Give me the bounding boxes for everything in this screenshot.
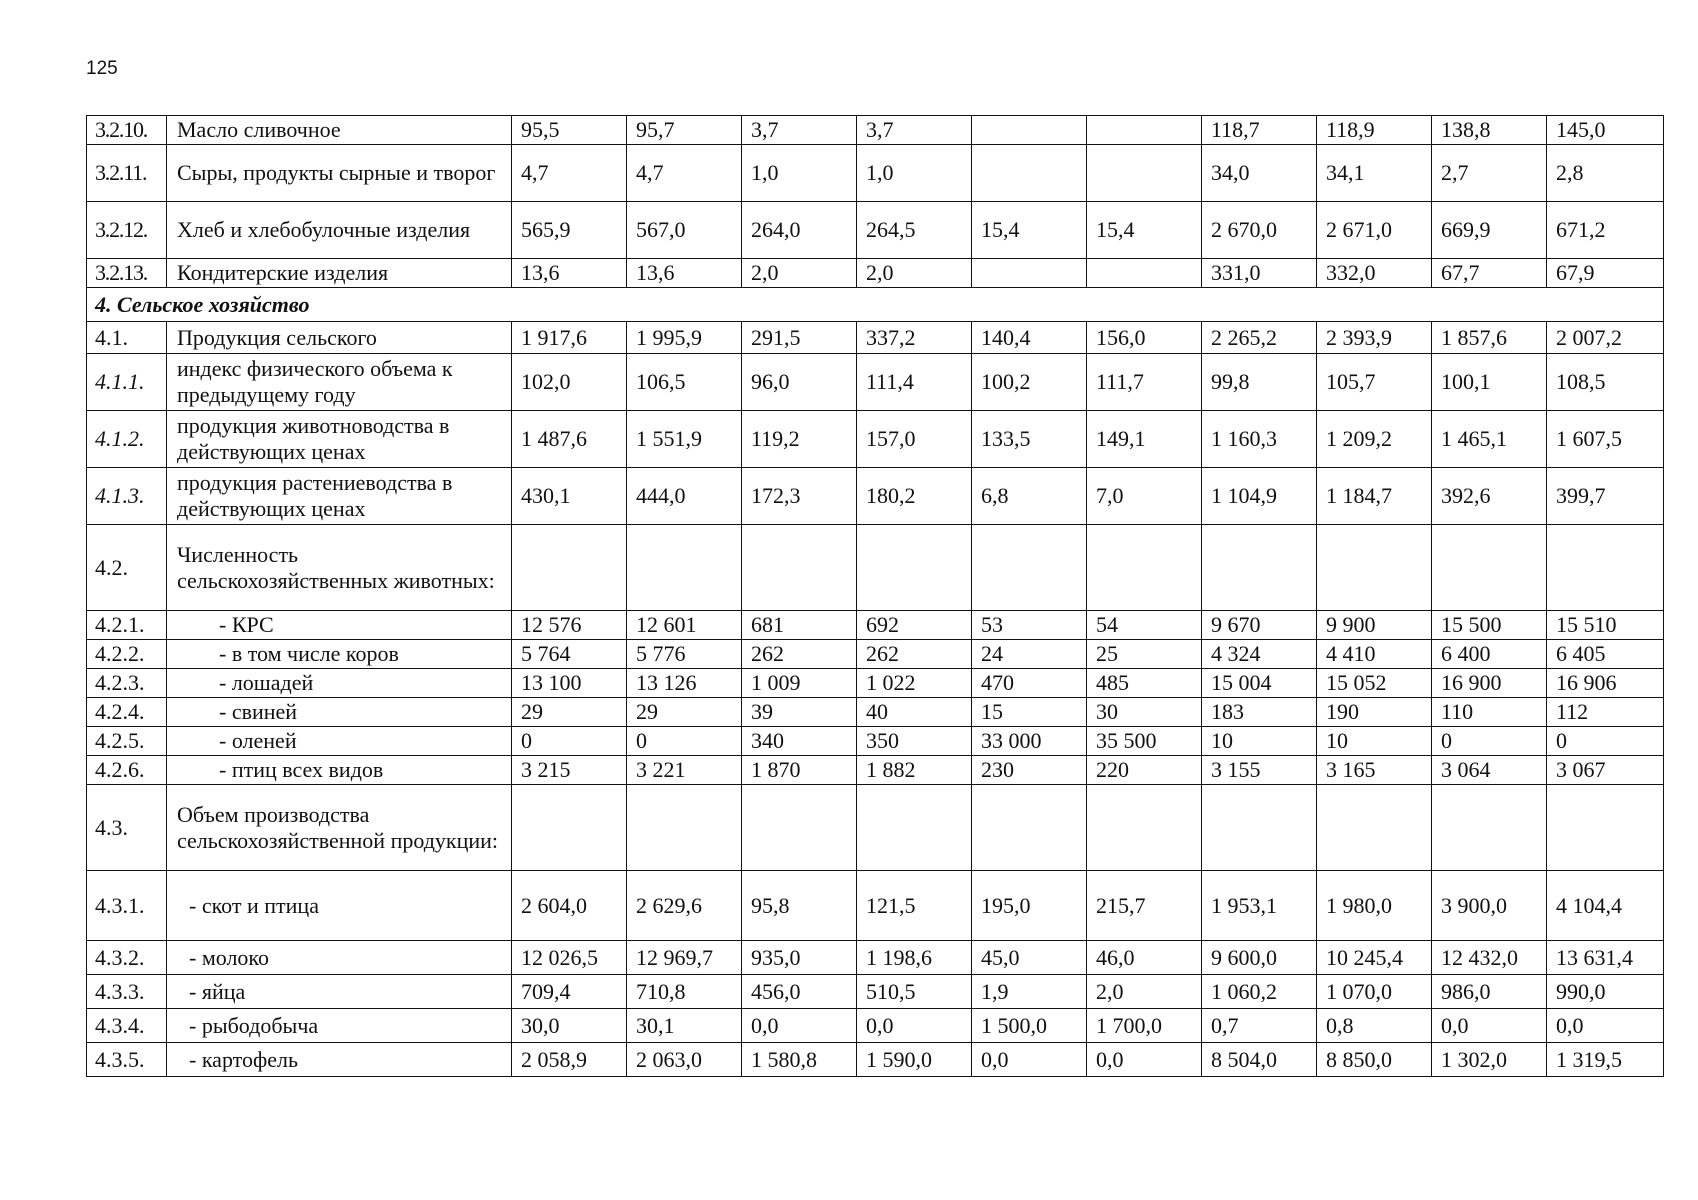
value-cell: 350 [857,727,972,756]
row-code: 4.2.4. [87,698,167,727]
row-code: 4.1.1. [87,354,167,411]
value-cell: 33 000 [972,727,1087,756]
row-code: 3.2.12. [87,202,167,259]
value-cell: 16 900 [1432,669,1547,698]
table-row [87,468,1664,525]
value-cell: 149,1 [1087,411,1202,468]
value-cell: 0,0 [742,1009,857,1043]
row-label: - птиц всех видов [167,756,512,785]
value-cell: 4,7 [512,145,627,202]
value-cell: 0 [627,727,742,756]
value-cell: 1 590,0 [857,1043,972,1077]
value-cell: 1 980,0 [1317,871,1432,941]
value-cell: 986,0 [1432,975,1547,1009]
row-code: 3.2.13. [87,259,167,288]
value-cell: 1 953,1 [1202,871,1317,941]
row-code: 4.1.3. [87,468,167,525]
value-cell: 6,8 [972,468,1087,525]
table-row [87,727,1664,756]
value-cell: 1 870 [742,756,857,785]
value-cell: 1 104,9 [1202,468,1317,525]
value-cell: 1 009 [742,669,857,698]
value-cell: 8 504,0 [1202,1043,1317,1077]
row-label: Сыры, продукты сырные и творог [167,145,512,202]
value-cell: 485 [1087,669,1202,698]
value-cell: 46,0 [1087,941,1202,975]
value-cell: 935,0 [742,941,857,975]
value-cell: 392,6 [1432,468,1547,525]
row-code: 4.3. [87,785,167,871]
value-cell: 30,0 [512,1009,627,1043]
row-code: 4.1. [87,322,167,354]
table-row [87,975,1664,1009]
value-cell [1547,785,1664,871]
value-cell: 118,9 [1317,116,1432,145]
value-cell: 2 058,9 [512,1043,627,1077]
value-cell: 100,2 [972,354,1087,411]
row-label: - скот и птица [167,871,512,941]
value-cell: 0,7 [1202,1009,1317,1043]
value-cell: 1,9 [972,975,1087,1009]
value-cell: 3 165 [1317,756,1432,785]
value-cell: 565,9 [512,202,627,259]
value-cell: 172,3 [742,468,857,525]
table-row [87,871,1664,941]
row-label: - лошадей [167,669,512,698]
value-cell: 264,5 [857,202,972,259]
value-cell [972,145,1087,202]
table-row [87,116,1664,145]
statistics-table [86,115,1664,1077]
value-cell [1432,785,1547,871]
row-label: Объем производства сельскохозяйственной продукции: [167,785,512,871]
value-cell: 669,9 [1432,202,1547,259]
table-row [87,669,1664,698]
value-cell: 100,1 [1432,354,1547,411]
value-cell: 30,1 [627,1009,742,1043]
row-label: Хлеб и хлебобулочные изделия [167,202,512,259]
row-label: - КРС [167,611,512,640]
value-cell: 337,2 [857,322,972,354]
value-cell: 111,4 [857,354,972,411]
value-cell: 291,5 [742,322,857,354]
value-cell: 4,7 [627,145,742,202]
value-cell: 121,5 [857,871,972,941]
value-cell: 110 [1432,698,1547,727]
table-row [87,1009,1664,1043]
value-cell: 1 487,6 [512,411,627,468]
table-row [87,145,1664,202]
value-cell: 1 857,6 [1432,322,1547,354]
value-cell: 2,0 [742,259,857,288]
value-cell: 1 917,6 [512,322,627,354]
value-cell: 1 465,1 [1432,411,1547,468]
value-cell: 30 [1087,698,1202,727]
value-cell: 4 410 [1317,640,1432,669]
value-cell [742,785,857,871]
row-code: 4.3.5. [87,1043,167,1077]
value-cell: 0,8 [1317,1009,1432,1043]
row-code: 4.2.6. [87,756,167,785]
row-code: 4.1.2. [87,411,167,468]
value-cell: 1 700,0 [1087,1009,1202,1043]
value-cell: 1 022 [857,669,972,698]
value-cell: 1 882 [857,756,972,785]
value-cell: 1 160,3 [1202,411,1317,468]
value-cell [512,785,627,871]
value-cell: 25 [1087,640,1202,669]
value-cell: 12 601 [627,611,742,640]
row-label: продукция животноводства в действующих ценах [167,411,512,468]
row-label: Кондитерские изделия [167,259,512,288]
row-label: Продукция сельского [167,322,512,354]
value-cell: 1 319,5 [1547,1043,1664,1077]
value-cell: 456,0 [742,975,857,1009]
value-cell: 140,4 [972,322,1087,354]
value-cell: 2 671,0 [1317,202,1432,259]
value-cell: 692 [857,611,972,640]
table-row [87,611,1664,640]
value-cell: 195,0 [972,871,1087,941]
value-cell [627,525,742,611]
value-cell: 681 [742,611,857,640]
value-cell [1087,145,1202,202]
value-cell: 15 [972,698,1087,727]
row-code: 4.3.4. [87,1009,167,1043]
value-cell [1202,525,1317,611]
value-cell: 4 104,4 [1547,871,1664,941]
value-cell: 1 302,0 [1432,1043,1547,1077]
row-label: индекс физического объема к предыдущему году [167,354,512,411]
value-cell: 1 995,9 [627,322,742,354]
value-cell: 67,7 [1432,259,1547,288]
table-row [87,640,1664,669]
row-code: 4.3.1. [87,871,167,941]
row-label: - в том числе коров [167,640,512,669]
value-cell: 709,4 [512,975,627,1009]
value-cell: 1,0 [857,145,972,202]
value-cell: 262 [857,640,972,669]
value-cell: 9 900 [1317,611,1432,640]
value-cell: 0,0 [1432,1009,1547,1043]
value-cell: 510,5 [857,975,972,1009]
row-label: - рыбодобыча [167,1009,512,1043]
value-cell [972,116,1087,145]
value-cell [1202,785,1317,871]
value-cell: 96,0 [742,354,857,411]
value-cell: 2 670,0 [1202,202,1317,259]
value-cell [1087,525,1202,611]
value-cell: 2,0 [1087,975,1202,1009]
value-cell: 9 600,0 [1202,941,1317,975]
value-cell: 34,1 [1317,145,1432,202]
value-cell [857,525,972,611]
value-cell: 34,0 [1202,145,1317,202]
value-cell: 1 184,7 [1317,468,1432,525]
value-cell: 106,5 [627,354,742,411]
value-cell: 8 850,0 [1317,1043,1432,1077]
row-label: - свиней [167,698,512,727]
value-cell: 16 906 [1547,669,1664,698]
value-cell: 45,0 [972,941,1087,975]
value-cell: 119,2 [742,411,857,468]
value-cell: 15,4 [972,202,1087,259]
value-cell: 2,0 [857,259,972,288]
value-cell [742,525,857,611]
value-cell: 2 393,9 [1317,322,1432,354]
value-cell: 3,7 [857,116,972,145]
value-cell [857,785,972,871]
row-label: Численность сельскохозяйственных животных: [167,525,512,611]
row-code: 4.3.3. [87,975,167,1009]
value-cell: 133,5 [972,411,1087,468]
value-cell: 29 [627,698,742,727]
value-cell: 7,0 [1087,468,1202,525]
value-cell [1432,525,1547,611]
value-cell: 190 [1317,698,1432,727]
value-cell: 1,0 [742,145,857,202]
value-cell: 35 500 [1087,727,1202,756]
value-cell: 2 265,2 [1202,322,1317,354]
value-cell: 0,0 [857,1009,972,1043]
value-cell: 2 604,0 [512,871,627,941]
value-cell: 2 063,0 [627,1043,742,1077]
value-cell: 13,6 [627,259,742,288]
value-cell: 5 764 [512,640,627,669]
value-cell: 444,0 [627,468,742,525]
value-cell: 0 [512,727,627,756]
value-cell: 1 060,2 [1202,975,1317,1009]
value-cell: 215,7 [1087,871,1202,941]
value-cell: 156,0 [1087,322,1202,354]
value-cell: 145,0 [1547,116,1664,145]
value-cell: 470 [972,669,1087,698]
value-cell: 9 670 [1202,611,1317,640]
value-cell [972,525,1087,611]
value-cell: 15,4 [1087,202,1202,259]
row-code: 4.2.3. [87,669,167,698]
value-cell: 3 067 [1547,756,1664,785]
value-cell: 990,0 [1547,975,1664,1009]
value-cell: 29 [512,698,627,727]
table-row [87,354,1664,411]
value-cell: 2,8 [1547,145,1664,202]
value-cell: 15 500 [1432,611,1547,640]
value-cell: 1 500,0 [972,1009,1087,1043]
value-cell: 54 [1087,611,1202,640]
value-cell: 6 400 [1432,640,1547,669]
row-code: 4.2.2. [87,640,167,669]
value-cell: 3 221 [627,756,742,785]
row-label: - молоко [167,941,512,975]
row-label: Масло сливочное [167,116,512,145]
value-cell: 4 324 [1202,640,1317,669]
value-cell: 331,0 [1202,259,1317,288]
value-cell: 1 198,6 [857,941,972,975]
table-row [87,785,1664,871]
value-cell: 99,8 [1202,354,1317,411]
value-cell: 15 510 [1547,611,1664,640]
value-cell: 180,2 [857,468,972,525]
page-number: 125 [86,58,118,79]
value-cell: 95,7 [627,116,742,145]
value-cell: 6 405 [1547,640,1664,669]
table-row [87,941,1664,975]
value-cell: 2,7 [1432,145,1547,202]
value-cell: 108,5 [1547,354,1664,411]
row-code: 3.2.10. [87,116,167,145]
row-label: - картофель [167,1043,512,1077]
value-cell: 13,6 [512,259,627,288]
value-cell: 112 [1547,698,1664,727]
value-cell: 0 [1547,727,1664,756]
table-body [87,116,1664,1077]
value-cell: 399,7 [1547,468,1664,525]
value-cell: 13 631,4 [1547,941,1664,975]
table-row [87,525,1664,611]
value-cell: 102,0 [512,354,627,411]
value-cell: 67,9 [1547,259,1664,288]
value-cell [1547,525,1664,611]
value-cell: 105,7 [1317,354,1432,411]
value-cell: 3 215 [512,756,627,785]
value-cell: 12 432,0 [1432,941,1547,975]
row-code: 3.2.11. [87,145,167,202]
value-cell [972,785,1087,871]
value-cell: 340 [742,727,857,756]
value-cell: 5 776 [627,640,742,669]
value-cell: 262 [742,640,857,669]
value-cell: 1 209,2 [1317,411,1432,468]
value-cell: 0,0 [972,1043,1087,1077]
value-cell: 95,5 [512,116,627,145]
value-cell: 13 126 [627,669,742,698]
row-code: 4.2. [87,525,167,611]
value-cell: 138,8 [1432,116,1547,145]
value-cell: 1 070,0 [1317,975,1432,1009]
value-cell: 10 [1317,727,1432,756]
value-cell: 671,2 [1547,202,1664,259]
table-row [87,202,1664,259]
value-cell: 430,1 [512,468,627,525]
value-cell: 111,7 [1087,354,1202,411]
value-cell: 3 900,0 [1432,871,1547,941]
value-cell [1317,525,1432,611]
row-code: 4.2.1. [87,611,167,640]
value-cell: 2 629,6 [627,871,742,941]
value-cell [972,259,1087,288]
value-cell: 1 580,8 [742,1043,857,1077]
section-row [87,288,1664,322]
value-cell [627,785,742,871]
value-cell: 10 245,4 [1317,941,1432,975]
value-cell: 12 969,7 [627,941,742,975]
value-cell: 1 551,9 [627,411,742,468]
value-cell: 13 100 [512,669,627,698]
value-cell: 12 026,5 [512,941,627,975]
value-cell: 118,7 [1202,116,1317,145]
table-row [87,322,1664,354]
value-cell: 39 [742,698,857,727]
value-cell: 15 004 [1202,669,1317,698]
value-cell [1087,116,1202,145]
value-cell: 10 [1202,727,1317,756]
value-cell: 1 607,5 [1547,411,1664,468]
table-row [87,1043,1664,1077]
value-cell [1317,785,1432,871]
table-row [87,698,1664,727]
section-title: 4. Сельское хозяйство [87,288,1664,322]
row-code: 4.3.2. [87,941,167,975]
value-cell: 0,0 [1547,1009,1664,1043]
value-cell [1087,785,1202,871]
value-cell: 157,0 [857,411,972,468]
value-cell: 24 [972,640,1087,669]
value-cell: 2 007,2 [1547,322,1664,354]
value-cell: 0,0 [1087,1043,1202,1077]
value-cell: 95,8 [742,871,857,941]
value-cell: 12 576 [512,611,627,640]
value-cell: 3 064 [1432,756,1547,785]
value-cell: 15 052 [1317,669,1432,698]
value-cell: 0 [1432,727,1547,756]
table-row [87,411,1664,468]
value-cell: 40 [857,698,972,727]
value-cell: 264,0 [742,202,857,259]
value-cell: 53 [972,611,1087,640]
value-cell: 220 [1087,756,1202,785]
value-cell [1087,259,1202,288]
table-row [87,259,1664,288]
value-cell: 3 155 [1202,756,1317,785]
value-cell: 332,0 [1317,259,1432,288]
value-cell: 183 [1202,698,1317,727]
value-cell: 230 [972,756,1087,785]
value-cell: 3,7 [742,116,857,145]
row-code: 4.2.5. [87,727,167,756]
value-cell [512,525,627,611]
row-label: - оленей [167,727,512,756]
value-cell: 567,0 [627,202,742,259]
row-label: продукция растениеводства в действующих ценах [167,468,512,525]
table-row [87,756,1664,785]
row-label: - яйца [167,975,512,1009]
value-cell: 710,8 [627,975,742,1009]
